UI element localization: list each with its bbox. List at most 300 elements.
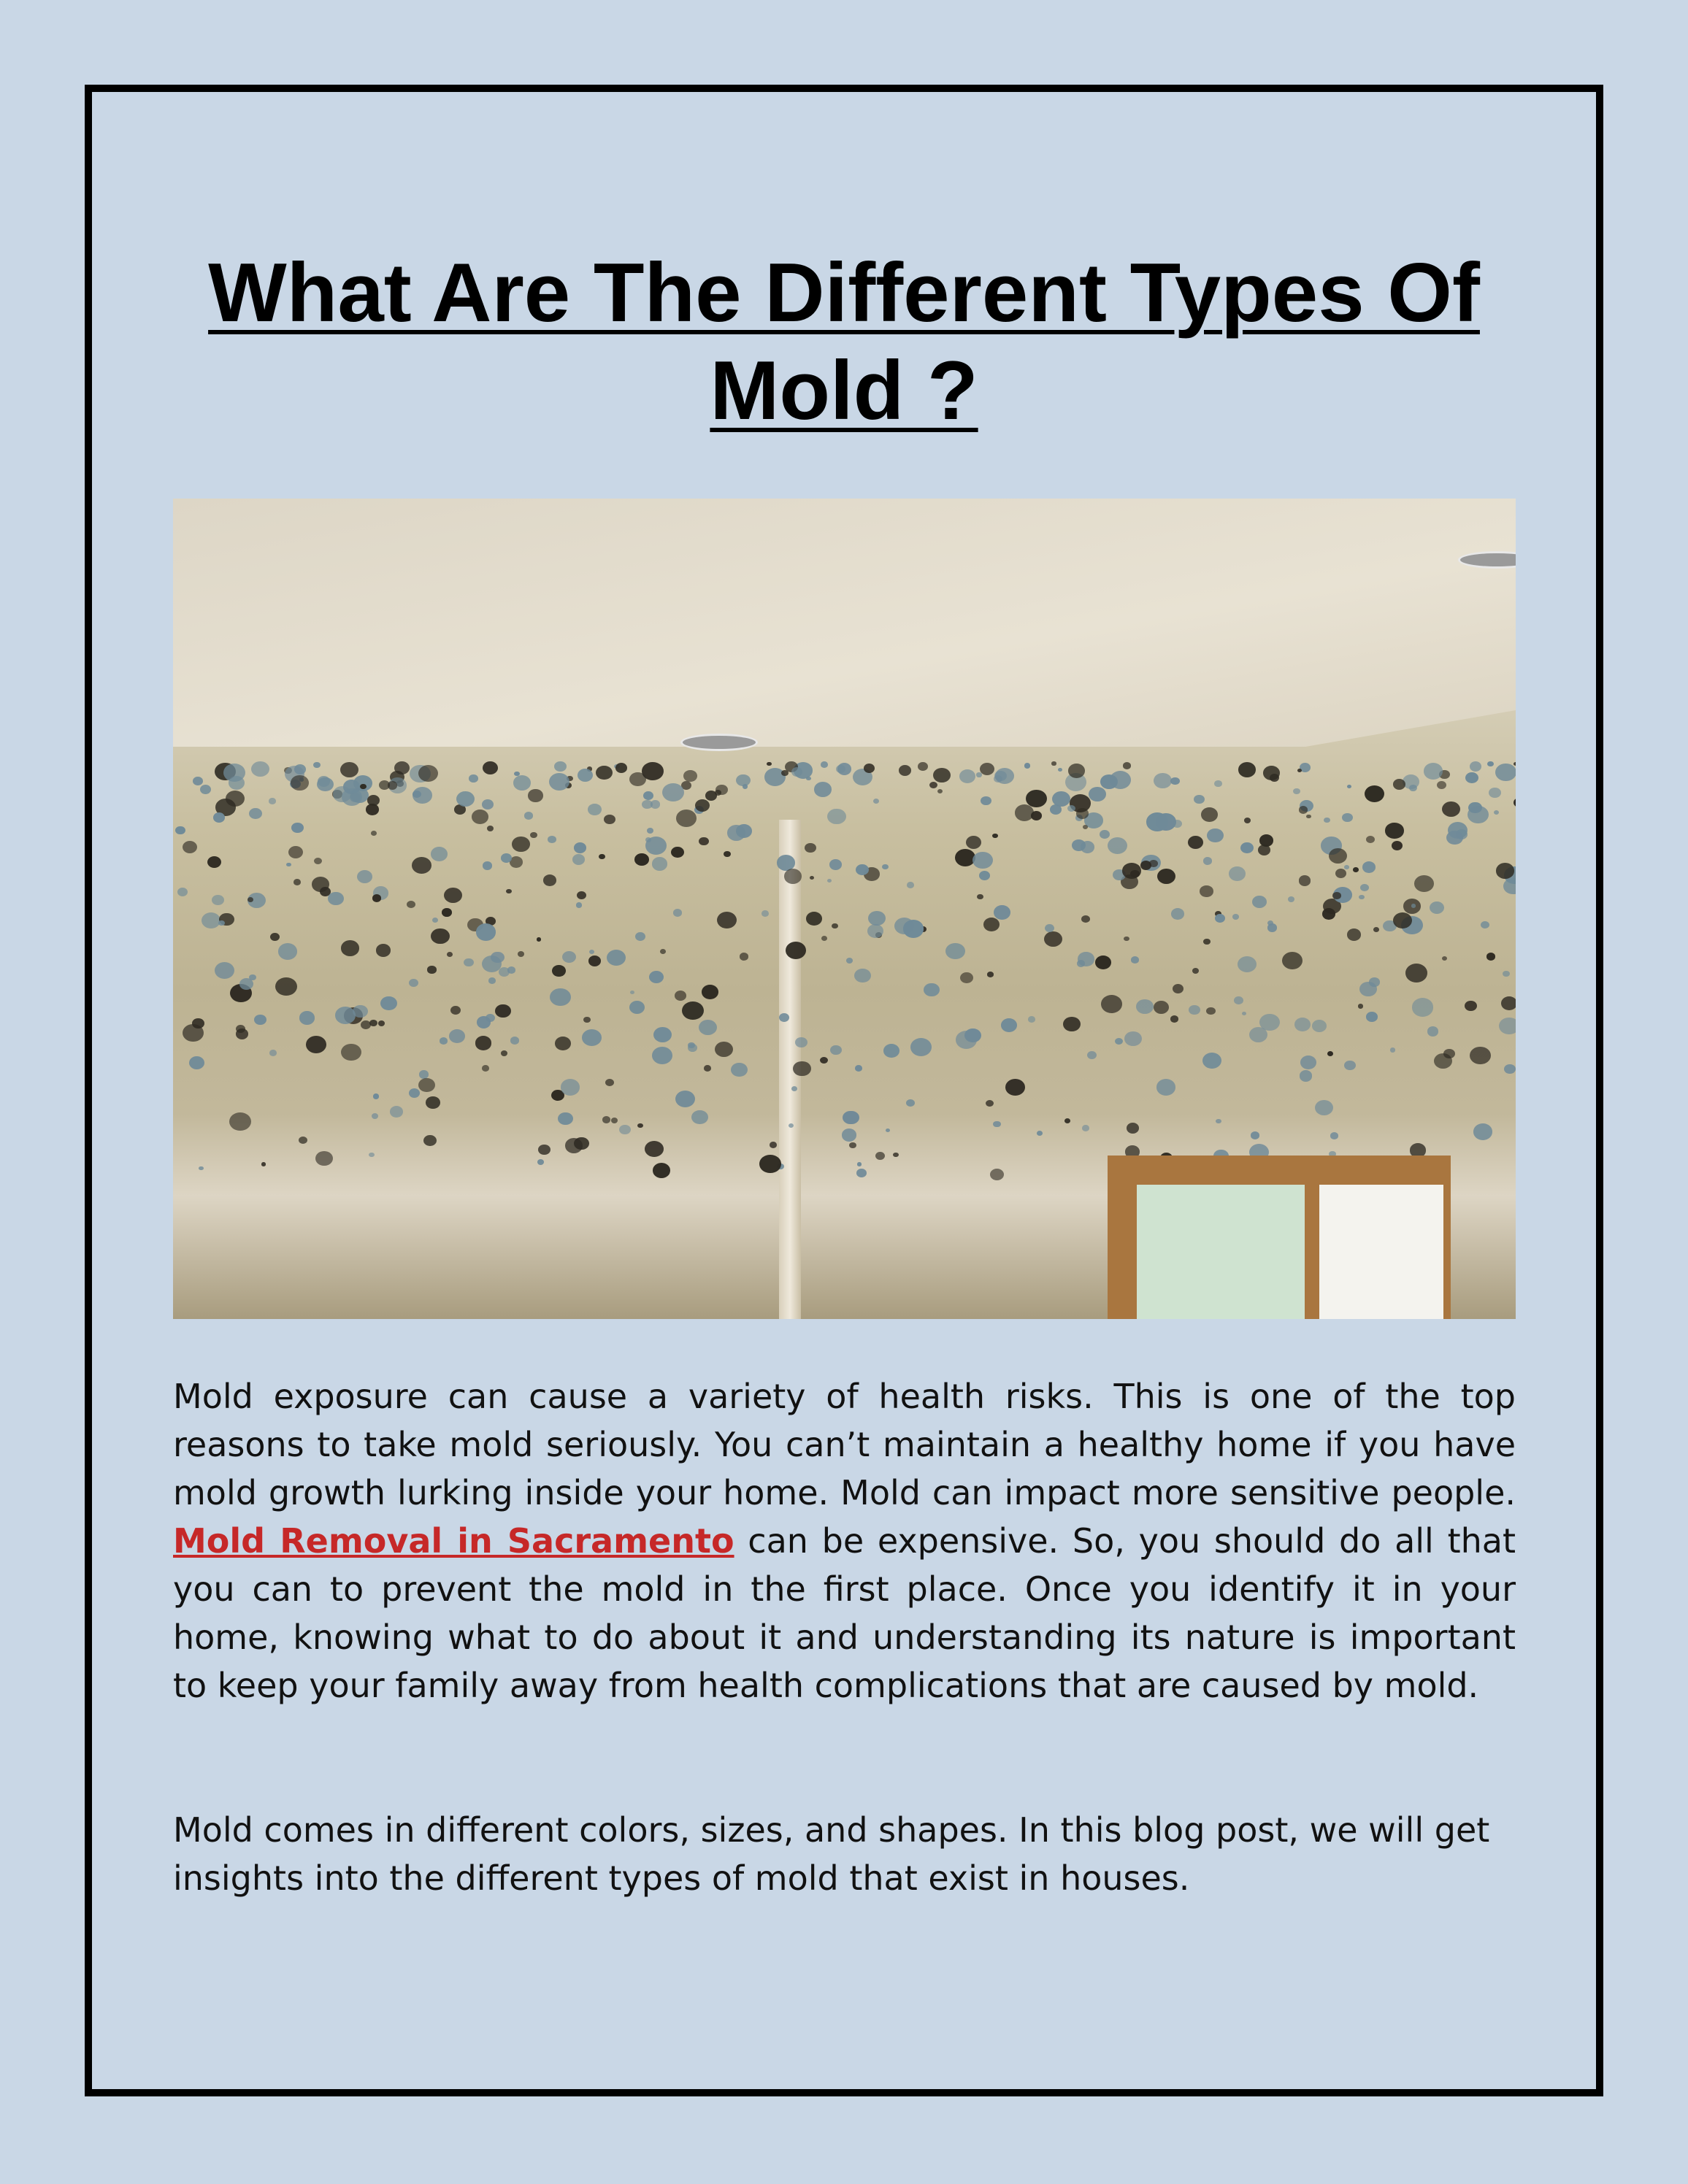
mold-spot (615, 763, 628, 773)
mold-spot (717, 912, 737, 928)
mold-spot (1232, 914, 1239, 920)
mold-spot (645, 837, 667, 855)
mold-spot (431, 928, 449, 945)
mold-spot (673, 909, 682, 917)
mold-spot (549, 773, 569, 791)
mold-spot (1282, 952, 1303, 969)
mold-spot (1005, 1079, 1025, 1096)
mold-spot (565, 1138, 583, 1153)
mold-spot (886, 1128, 890, 1132)
mold-spot (249, 808, 262, 819)
mold-spot (682, 1001, 703, 1020)
mold-spot (993, 1121, 1000, 1128)
mold-spot (1077, 960, 1085, 966)
mold-spot (1411, 904, 1416, 907)
mold-removal-link[interactable]: Mold Removal in Sacramento (173, 1521, 734, 1561)
mold-spot (676, 810, 697, 827)
mold-spot (630, 991, 635, 995)
mold-spot (1353, 867, 1359, 872)
mold-spot (873, 799, 879, 804)
mold-spot (269, 798, 276, 804)
mold-spot (1495, 764, 1516, 782)
mold-spot (1365, 785, 1384, 802)
mold-spot (820, 1057, 828, 1064)
mold-spot (960, 972, 973, 983)
mold-spot (867, 924, 883, 938)
mold-spot (1330, 1132, 1338, 1139)
mold-spot (1156, 1079, 1176, 1096)
mold-spot (1322, 908, 1335, 920)
mold-spot (899, 765, 911, 776)
mold-spot (251, 761, 269, 777)
mold-spot (759, 1155, 780, 1173)
mold-spot (740, 953, 748, 960)
mold-spot (1051, 761, 1056, 765)
mold-spot (379, 780, 390, 790)
mold-spot (328, 892, 344, 906)
mold-spot (907, 882, 914, 888)
mold-spot (432, 918, 438, 923)
mold-spot (340, 762, 358, 777)
mold-spot (1470, 761, 1481, 772)
mold-spot (1366, 1012, 1378, 1021)
mold-spot (1015, 804, 1035, 821)
mold-spot (193, 777, 203, 785)
mold-spot (341, 940, 360, 956)
mold-spot (731, 1063, 748, 1077)
mold-spot (1131, 956, 1140, 964)
mold-spot (945, 943, 965, 960)
mold-spot (599, 854, 605, 859)
mold-spot (604, 815, 615, 825)
mold-spot (1064, 1118, 1070, 1123)
mold-spot (1327, 1051, 1333, 1056)
mold-spot (501, 853, 512, 863)
mold-spot (918, 762, 928, 771)
mold-spot (1089, 787, 1106, 801)
mold-spot (827, 809, 846, 825)
mold-spot (538, 1145, 550, 1155)
mold-spot (602, 1116, 610, 1123)
mold-spot (1344, 865, 1349, 869)
mold-spot (440, 1037, 448, 1045)
mold-spot (1214, 780, 1221, 787)
mold-spot (1499, 1018, 1516, 1035)
mold-spot (1344, 1061, 1355, 1070)
mold-spot (1095, 956, 1111, 969)
mold-spot (854, 969, 871, 983)
mold-spot (248, 897, 254, 902)
mold-spot (469, 774, 477, 783)
mold-spot (1501, 996, 1516, 1010)
mold-spot (1083, 825, 1088, 829)
mold-spot (495, 1004, 510, 1018)
mold-spot (842, 1128, 856, 1141)
mold-spot (1405, 964, 1427, 982)
mold-spot (1329, 848, 1347, 864)
mold-spot (992, 834, 997, 838)
mold-spot (1173, 984, 1183, 993)
mold-spot (1288, 896, 1294, 902)
mold-spot (315, 1151, 333, 1166)
mold-spot (1504, 1064, 1516, 1074)
mold-spot (1170, 777, 1179, 785)
mold-spot (306, 1036, 326, 1053)
mold-spot (1373, 927, 1379, 932)
mold-spot (537, 937, 541, 941)
mold-spot (1238, 762, 1257, 777)
mold-spot (269, 1050, 277, 1056)
mold-spot (675, 1091, 695, 1107)
mold-spot (1427, 1026, 1439, 1036)
mold-spot (1192, 968, 1199, 974)
mold-spot (294, 879, 301, 885)
mold-spot (218, 920, 225, 926)
mold-spot (1473, 1123, 1493, 1140)
mold-spot (367, 795, 380, 806)
mold-spot (1251, 1131, 1259, 1139)
mold-spot (642, 762, 663, 780)
mold-spot (837, 763, 852, 775)
mold-spot (806, 777, 810, 780)
mold-spot (1259, 1014, 1280, 1031)
mold-spot (589, 950, 595, 954)
mold-spot (906, 1099, 915, 1107)
mold-spot (213, 812, 226, 823)
mold-spot (1124, 937, 1129, 941)
mold-spot (1028, 1016, 1035, 1023)
mold-spot (299, 1137, 307, 1144)
mold-spot (1215, 914, 1225, 923)
mold-spot (1465, 1001, 1476, 1011)
mold-spot (1203, 939, 1210, 945)
mold-spot (1127, 1123, 1140, 1134)
second-paragraph: Mold comes in different colors, sizes, and shapes. In this blog post, we will get insights into the different types of mold that exist in houses. (173, 1810, 1490, 1898)
mold-spot (1293, 788, 1300, 795)
mold-spot (506, 889, 512, 893)
mold-spot (192, 1018, 204, 1029)
mold-spot (588, 804, 602, 815)
mold-spot (380, 996, 397, 1010)
mold-spot (846, 958, 853, 964)
mold-spot (418, 765, 438, 782)
mold-spot (793, 1061, 811, 1077)
mold-spot (1393, 779, 1406, 790)
mold-spot (1299, 875, 1311, 885)
mold-spot (1203, 857, 1212, 864)
mold-spot (1487, 761, 1493, 766)
mold-spot (691, 1110, 708, 1124)
mold-spot (883, 1044, 899, 1058)
paragraph-text: can be expensive. So, you should do all that you can to prevent the mold in the first place. Once you identify it in your home, knowing what to do about it and understanding its nature is important to keep your family away from health complications that are caused by mold. (173, 1521, 1516, 1705)
mold-spot (483, 761, 498, 774)
mold-spot (278, 943, 297, 959)
mold-spot (637, 1123, 643, 1128)
mold-spot (1442, 801, 1460, 817)
mold-spot (1201, 807, 1218, 822)
mold-spot (1170, 1015, 1178, 1023)
mold-spot (574, 842, 586, 853)
mold-spot (1470, 1047, 1490, 1064)
window (1108, 1156, 1451, 1319)
mold-spot (830, 1045, 842, 1056)
mold-spot (562, 951, 576, 963)
page-title: What Are The Different Types Of Mold ? (208, 247, 1480, 437)
mold-spot (288, 846, 303, 858)
mold-spot (987, 972, 994, 977)
mold-spot (642, 800, 653, 809)
mold-spot (1136, 999, 1154, 1014)
mold-spot (795, 1037, 807, 1047)
mold-photo (173, 499, 1516, 1319)
mold-spot (805, 843, 816, 853)
mold-spot (791, 1086, 798, 1091)
mold-spot (413, 787, 432, 804)
mold-spot (464, 958, 473, 966)
mold-spot (1082, 1125, 1089, 1131)
mold-spot (477, 1016, 491, 1028)
mold-spot (372, 1113, 378, 1119)
mold-spot (371, 831, 377, 836)
mold-spot (1414, 875, 1434, 892)
mold-spot (1489, 788, 1501, 798)
mold-spot (910, 1038, 932, 1056)
mold-spot (1108, 837, 1127, 854)
mold-spot (372, 894, 381, 902)
mold-spot (1494, 810, 1499, 815)
mold-spot (314, 858, 322, 865)
mold-spot (647, 828, 654, 834)
mold-spot (270, 933, 280, 941)
mold-spot (1229, 866, 1246, 880)
mold-spot (1362, 861, 1376, 872)
mold-spot (810, 876, 814, 880)
mold-spot (482, 799, 494, 810)
mold-spot (986, 1100, 994, 1107)
mold-spot (924, 983, 939, 996)
mold-spot (510, 1037, 519, 1044)
mold-spot (1024, 763, 1031, 768)
mold-spot (1140, 861, 1151, 870)
mold-spot (983, 918, 1000, 931)
mold-spot (1359, 895, 1364, 899)
mold-spot (423, 1135, 437, 1146)
mold-spot (1050, 804, 1062, 815)
mold-spot (442, 908, 452, 917)
mold-spot (236, 1025, 245, 1033)
mold-spot (619, 1125, 630, 1134)
mold-spot (761, 910, 769, 917)
mold-spot (827, 879, 832, 883)
mold-spot (412, 857, 431, 874)
mold-spot (643, 791, 653, 800)
mold-spot (995, 768, 1014, 784)
mold-spot (849, 1142, 856, 1148)
mold-spot (558, 1112, 572, 1125)
mold-spot (1157, 869, 1175, 884)
mold-spot (1424, 763, 1443, 779)
intro-paragraph (173, 1372, 1516, 1710)
mold-spot (1216, 1119, 1221, 1124)
mold-spot (1115, 1038, 1123, 1045)
mold-spot (1468, 806, 1488, 823)
mold-spot (1300, 1056, 1316, 1069)
mold-spot (582, 1029, 602, 1046)
mold-spot (645, 1141, 664, 1157)
mold-spot (577, 891, 586, 899)
mold-spot (660, 949, 666, 954)
mold-spot (335, 1007, 356, 1024)
mold-spot (832, 923, 838, 928)
mold-spot (212, 895, 224, 905)
mold-spot (855, 1065, 862, 1071)
mold-spot (483, 861, 492, 869)
mold-spot (261, 1162, 266, 1166)
mold-spot (1297, 769, 1302, 772)
mold-spot (447, 952, 453, 958)
mold-spot (341, 1044, 361, 1061)
mold-spot (699, 837, 709, 846)
mold-spot (407, 901, 415, 908)
mold-spot (286, 863, 291, 866)
mold-spot (1101, 995, 1122, 1013)
mold-spot (1194, 795, 1204, 804)
mold-spot (1486, 953, 1495, 960)
mold-spot (239, 978, 253, 990)
mold-spot (875, 1152, 885, 1160)
mold-spot (882, 864, 889, 870)
mold-spot (291, 823, 303, 833)
mold-spot (499, 967, 510, 977)
mold-spot (472, 810, 488, 824)
mold-spot (1306, 815, 1311, 818)
mold-spot (561, 1079, 580, 1095)
mold-spot (543, 874, 556, 885)
mold-spot (357, 870, 373, 883)
mold-spot (313, 762, 321, 769)
mold-spot (868, 911, 886, 926)
mold-spot (513, 775, 532, 791)
mold-spot (419, 1070, 429, 1078)
mold-spot (1315, 1100, 1333, 1116)
mold-spot (1359, 982, 1376, 996)
mold-spot (444, 888, 462, 903)
mold-spot (1154, 773, 1172, 788)
mold-spot (409, 1088, 420, 1098)
mold-spot (550, 988, 571, 1007)
mold-spot (482, 1065, 489, 1072)
mold-spot (1146, 812, 1168, 831)
mold-spot (312, 877, 329, 892)
mold-spot (814, 782, 832, 797)
mold-spot (821, 936, 827, 941)
mold-spot (1154, 1001, 1169, 1014)
mold-spot (1063, 1017, 1081, 1031)
mold-spot (1514, 762, 1516, 766)
mold-spot (1001, 1018, 1017, 1031)
mold-spot (857, 1162, 862, 1166)
mold-spot (715, 1042, 733, 1057)
mold-spot (1252, 896, 1267, 908)
mold-spot (683, 770, 697, 782)
mold-spot (229, 1112, 251, 1131)
mold-spot (1430, 901, 1444, 914)
mold-spot (704, 1065, 711, 1072)
mold-spot (578, 769, 593, 782)
mold-spot (450, 1006, 461, 1015)
mold-spot (1234, 996, 1243, 1004)
mold-spot (1258, 845, 1271, 855)
mold-spot (675, 991, 686, 1001)
mold-spot (431, 847, 448, 861)
mold-spot (652, 857, 668, 871)
mold-spot (378, 1020, 385, 1026)
mold-spot (1342, 813, 1353, 823)
mold-spot (202, 912, 220, 928)
mold-spot (786, 942, 807, 959)
mold-spot (1294, 1018, 1311, 1031)
mold-spot (977, 894, 983, 899)
mold-spot (843, 1111, 859, 1125)
mold-spot (662, 783, 684, 801)
mold-spot (1335, 869, 1346, 878)
mold-spot (488, 977, 496, 983)
mold-spot (784, 869, 802, 884)
mold-spot (937, 789, 943, 793)
mold-spot (487, 826, 494, 831)
ceiling (173, 499, 1516, 747)
mold-spot (1358, 1004, 1363, 1008)
mold-spot (1347, 785, 1351, 788)
mold-spot (893, 1153, 899, 1157)
mold-spot (1312, 1020, 1327, 1032)
mold-spot (299, 1011, 315, 1024)
mold-spot (1123, 762, 1132, 769)
mold-spot (291, 775, 308, 791)
mold-spot (1437, 781, 1446, 789)
mold-spot (199, 1166, 204, 1171)
mold-spot (736, 824, 752, 837)
mold-spot (1300, 1070, 1313, 1081)
mold-spot (724, 851, 731, 858)
mold-spot (183, 841, 197, 853)
mold-spot (1068, 764, 1085, 778)
mold-spot (1058, 768, 1062, 772)
mold-spot (964, 1028, 981, 1042)
mold-spot (518, 951, 524, 957)
mold-spot (254, 1015, 266, 1025)
mold-spot (456, 791, 475, 807)
mold-spot (864, 764, 875, 773)
mold-spot (1171, 908, 1185, 920)
mold-spot (175, 826, 185, 835)
mold-spot (189, 1056, 204, 1069)
mold-spot (605, 1079, 614, 1086)
mold-spot (980, 763, 995, 776)
mold-spot (555, 1037, 571, 1050)
mold-spot (1202, 1053, 1221, 1069)
mold-spot (1496, 863, 1514, 879)
mold-spot (554, 761, 567, 772)
mold-spot (767, 762, 772, 766)
mold-spot (1189, 1005, 1200, 1015)
mold-spot (583, 1017, 591, 1023)
mold-spot (1434, 1053, 1452, 1069)
mold-spot (1076, 808, 1089, 818)
mold-spot (1412, 998, 1434, 1016)
mold-spot (979, 871, 990, 880)
mold-spot (715, 790, 722, 796)
